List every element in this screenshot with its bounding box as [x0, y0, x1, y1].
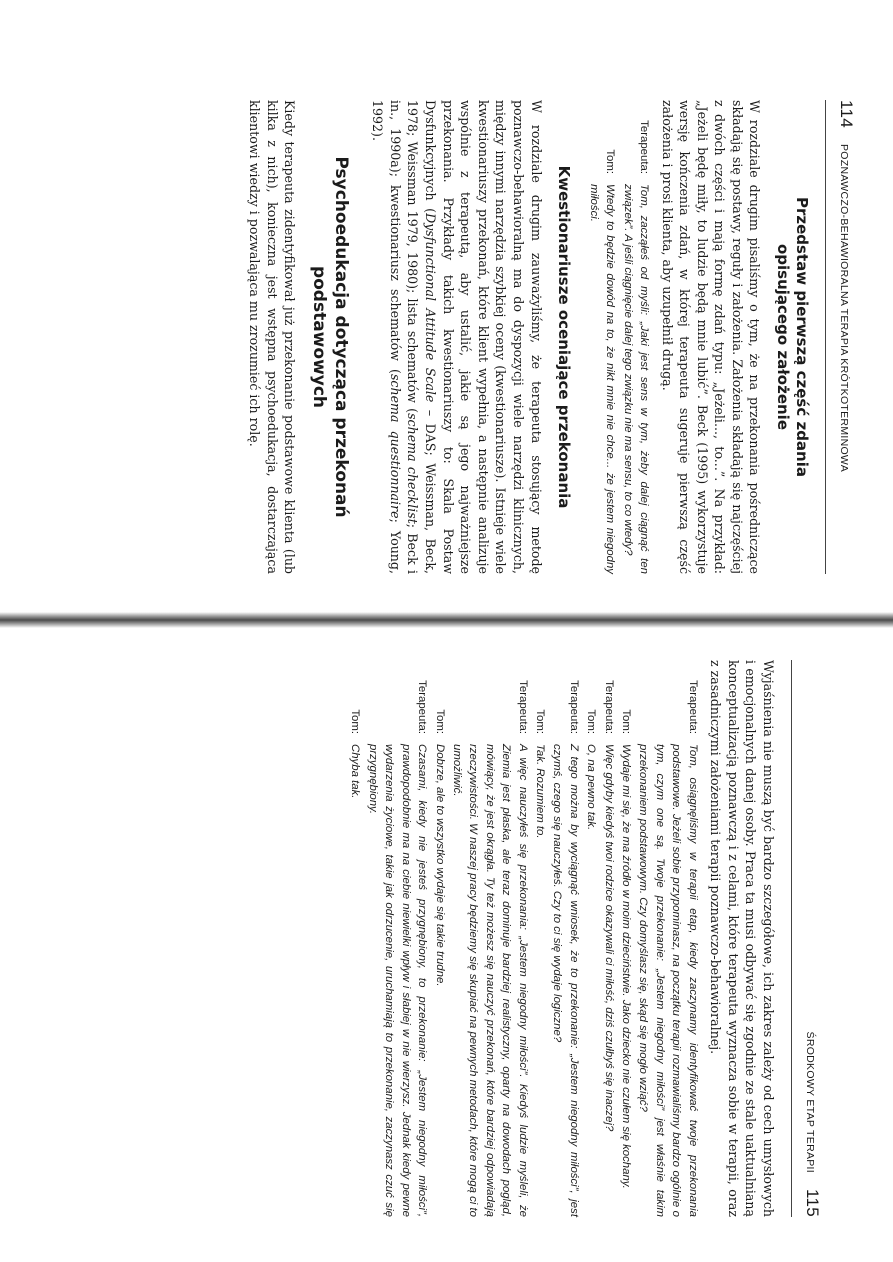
speaker-label: Terapeuta: [516, 680, 529, 734]
running-title: POZNAWCZO-BEHAWIORALNA TERAPIA KRÓTKOTERMINOWA [838, 144, 850, 473]
utterance-text: Więc gdyby kiedyś twoi rodzice okazywali ci miłość, dziś czułbyś się inaczej? [602, 744, 615, 1132]
speaker-label: Tom: [349, 709, 362, 734]
speaker-label: Terapeuta: [637, 120, 650, 174]
paragraph-assumption: W rozdziale drugim pisaliśmy o tym, że na przekonania pośredniczące składają się postawy, reguły i założenia. Założenia składają się najczęściej z dwóch części i mają formę zdań typu: „Jeżeli..., to...”. Na przykład: „Jeżeli będę miły, to ludzie będą mnie lubić”. Beck (1995) wykorzystuje wersję kończenia zdań, w której terapeuta sugeruje pierwszą część założenia i prosi klienta, aby uzupełnił drugą. [659, 100, 763, 574]
speaker-label: Terapeuta: [567, 680, 580, 734]
dialogue-turn [618, 660, 634, 1217]
das-name: Dysfunctional Attitude Scale [423, 213, 438, 403]
utterance-text: Tom, zacząłeś od myśli: „Jaki jest sens w tym, żeby dalej ciągnąć ten związek”. A jeśli ciągnięcie dalej tego związku nie ma sensu, to co wtedy? [621, 184, 650, 574]
utterance-text: A więc nauczyłeś się przekonania: „Jestem niegodny miłości”. Kiedyś ludzie myśleli, że Ziemia jest płaska, ale teraz dominuje bardziej realistyczny, oparty na dowodach pogląd, mówiący, że jest okrągła. Ty też możesz się nauczyć przekonań, które bardziej odpowiadają rzeczywistości. W naszej pracy będziemy się skupiać na pewnych metodach, które mogą ci to umożliwić. [450, 744, 529, 1217]
utterance-text: Wydaje mi się, że ma źródło w moim dzieciństwie. Jako dziecko nie czułem się kochany. [620, 744, 632, 1189]
dialogue-turn [583, 660, 599, 1217]
utterance-text: Chyba tak. [349, 744, 362, 799]
schema-questionnaire: schema questionnaire [387, 373, 403, 519]
section-heading-assumption: Przedstaw pierwszą część zdania opisującego założenie [774, 196, 811, 477]
running-head-left [825, 100, 856, 574]
utterance-text: Tom, osiągnęliśmy w terapii etap, kiedy zaczynamy identyfikować twoje przekonania podstawowe. Jeżeli sobie przypominasz, na początku terapii rozmawialiśmy bardzo ogólnie o tym, czym one są. Twoje przekonanie: „Jestem niegodny miłości” jest właśnie takim przekonaniem podstawowym. Czy domyślasz się, skąd się mogło wziąć? [637, 744, 699, 1217]
section-heading-questionnaires: Kwestionariusze oceniające przekonania [555, 165, 574, 509]
section-heading-psychoeducation: Psychoedukacja dotycząca przekonań podstawowych [309, 156, 351, 518]
speaker-label: Tom: [604, 149, 617, 174]
utterance-text: Tak. Rozumiem to. [533, 744, 546, 839]
speaker-label: Tom: [533, 709, 546, 734]
paragraph-questionnaires: W rozdziale drugim zauważyliśmy, że terapeuta stosujący metodę poznawczo-behawioralną ma do dyspozycji wiele narzędzi klinicznych, między innymi narzędzia szybkiej oceny (kwestionariusze). Istnieje wiele kwestionariuszy przekonań, które klient wypełnia, a następnie analizuje wspólnie z terapeutą, aby ustalić, jakie są jego najważniejsze przekonania. Przykłady takich kwestionariuszy to: Skala Postaw Dysfunkcyjnych (Dysfunctional Attitude Scale – DAS; Weissman, Beck, 1978; Weissman 1979, 1980); lista schematów (schema checklist; Beck i in., 1990a); kwestionariusz schematów (schema questionnaire; Young, 1992). [370, 100, 544, 575]
page-number: 114 [837, 100, 856, 129]
dialogue-turn [532, 660, 548, 1217]
speaker-label: Tom: [433, 709, 446, 734]
dialogue-turn [549, 660, 582, 1217]
speaker-label: Terapeuta: [602, 680, 615, 734]
utterance-text: Czasami, kiedy nie jesteś przygnębiony, to przekonanie: „Jestem niegodny miłości”, prawdopodobnie ma na ciebie niewielki wpływ i słabiej w nie wierzysz. Jednak kiedy pewne wydarzenia życiowe, takie jak odrzucenie, uruchamiają to przekonanie, zaczynasz czuć się przygnębiony. [366, 744, 429, 1217]
utterance-text: O, na pewno tak. [585, 744, 598, 831]
dialogue-turn [449, 660, 531, 1217]
dialogue-turn [431, 660, 447, 1217]
schema-checklist: schema checklist [405, 413, 421, 524]
page-number: 115 [803, 1188, 822, 1217]
utterance-text: Wtedy to będzie dowód na to, że nikt mnie nie chce... że jestem niegodny miłości. [587, 184, 617, 574]
speaker-label: Tom: [620, 709, 632, 734]
dialogue-turn [635, 660, 701, 1217]
dialogue-turn [347, 660, 363, 1217]
dialogue-turn [585, 100, 618, 574]
running-title: ŚRODKOWY ETAP TERAPII [804, 1031, 816, 1173]
speaker-label: Tom: [585, 709, 598, 734]
running-head-right [791, 660, 822, 1217]
speaker-label: Terapeuta: [416, 680, 429, 734]
dialogue-assumption [585, 100, 652, 574]
book-gutter-shadow [0, 612, 893, 628]
dialogue-turn [619, 100, 652, 574]
dialogue-turn [365, 660, 431, 1217]
speaker-label: Terapeuta: [686, 680, 699, 734]
utterance-text: Dobrze, ale to wszystko wydaje się takie trudne. [433, 744, 446, 987]
dialogue-psychoeducation [347, 660, 701, 1217]
utterance-text: Z tego można by wyciągnąć wniosek, że to przekonanie: „Jestem niegodny miłości”, jest czymś, czego się nauczyłeś. Czy to ci się wydaje logiczne? [551, 744, 580, 1217]
dialogue-turn [600, 660, 616, 1217]
paragraph-explanations: Wyjaśnienia nie muszą być bardzo szczegółowe, ich zakres zależy od cech umysłowych i emocjonalnych danej osoby. Praca ta musi odbywać się zgodnie ze stale uaktualnianą konceptualizacją poznawczą i z celami, które terapeuta wyznacza sobie w terapii, oraz z zasadniczymi założeniami terapii poznawczo-behawioralnej. [708, 660, 776, 1217]
paragraph-psychoeducation: Kiedy terapeuta zidentyfikował już przekonanie podstawowe klienta (lub kilka z nich), konieczna jest wstępna psychoedukacja, dostarczająca klientowi wiedzy i pozwalająca mu zrozumieć ich rolę. [246, 100, 298, 574]
